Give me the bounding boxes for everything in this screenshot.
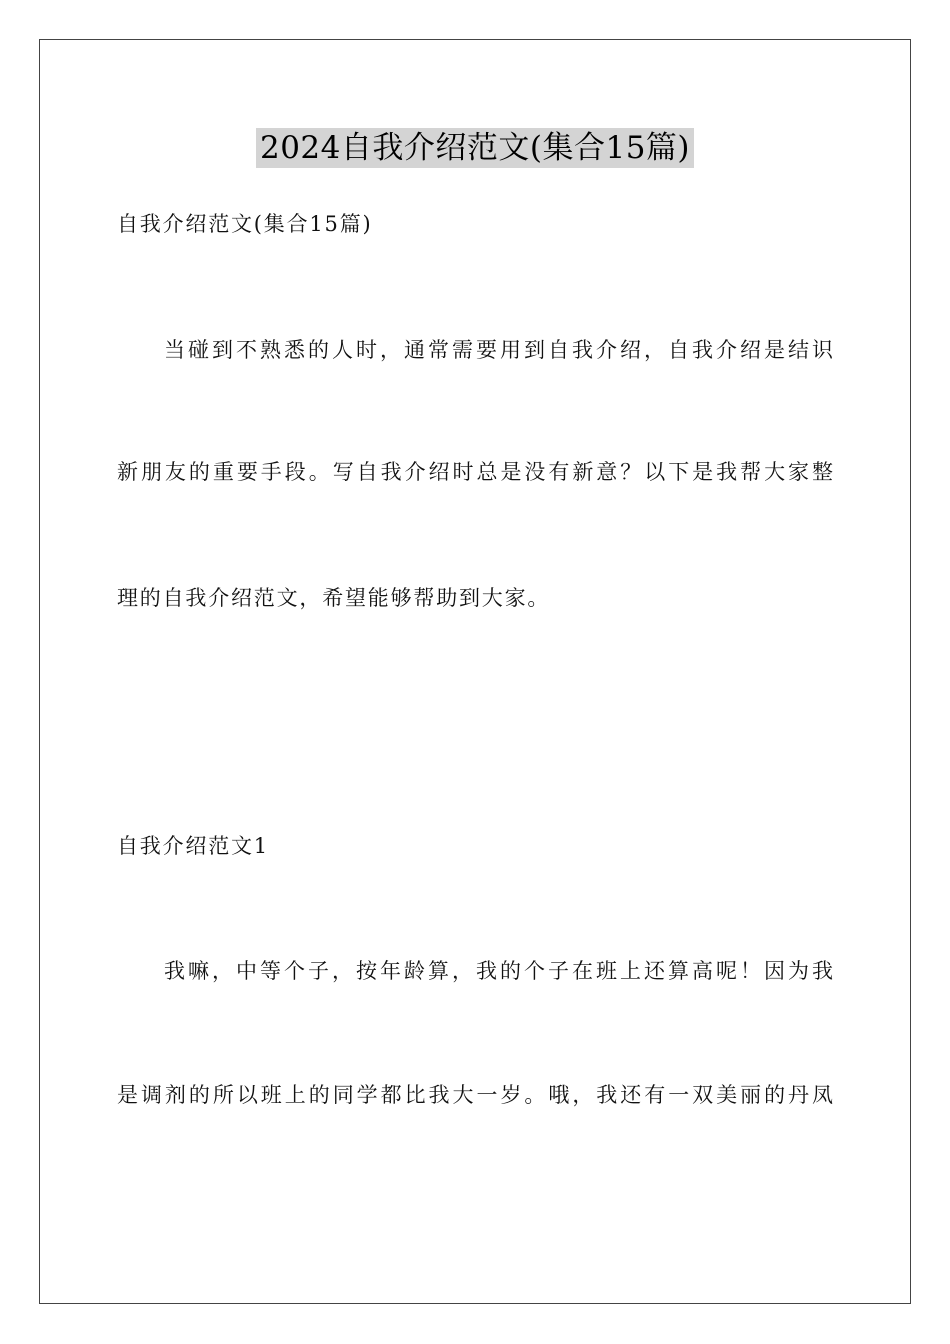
document-subtitle: 自我介绍范文(集合15篇) [117, 212, 373, 236]
intro-line-3: 理的自我介绍范文，希望能够帮助到大家。 [117, 586, 551, 610]
document-title: 2024自我介绍范文(集合15篇) [256, 128, 694, 168]
intro-line-2: 新朋友的重要手段。写自我介绍时总是没有新意？以下是我帮大家整 [117, 460, 833, 484]
intro-line-1: 当碰到不熟悉的人时，通常需要用到自我介绍，自我介绍是结识 [164, 338, 833, 362]
section-line-1: 我嘛，中等个子，按年龄算，我的个子在班上还算高呢！因为我 [164, 959, 833, 983]
section-heading: 自我介绍范文1 [117, 834, 269, 858]
title-container [0, 128, 950, 168]
section-line-2: 是调剂的所以班上的同学都比我大一岁。哦，我还有一双美丽的丹凤 [117, 1083, 833, 1107]
